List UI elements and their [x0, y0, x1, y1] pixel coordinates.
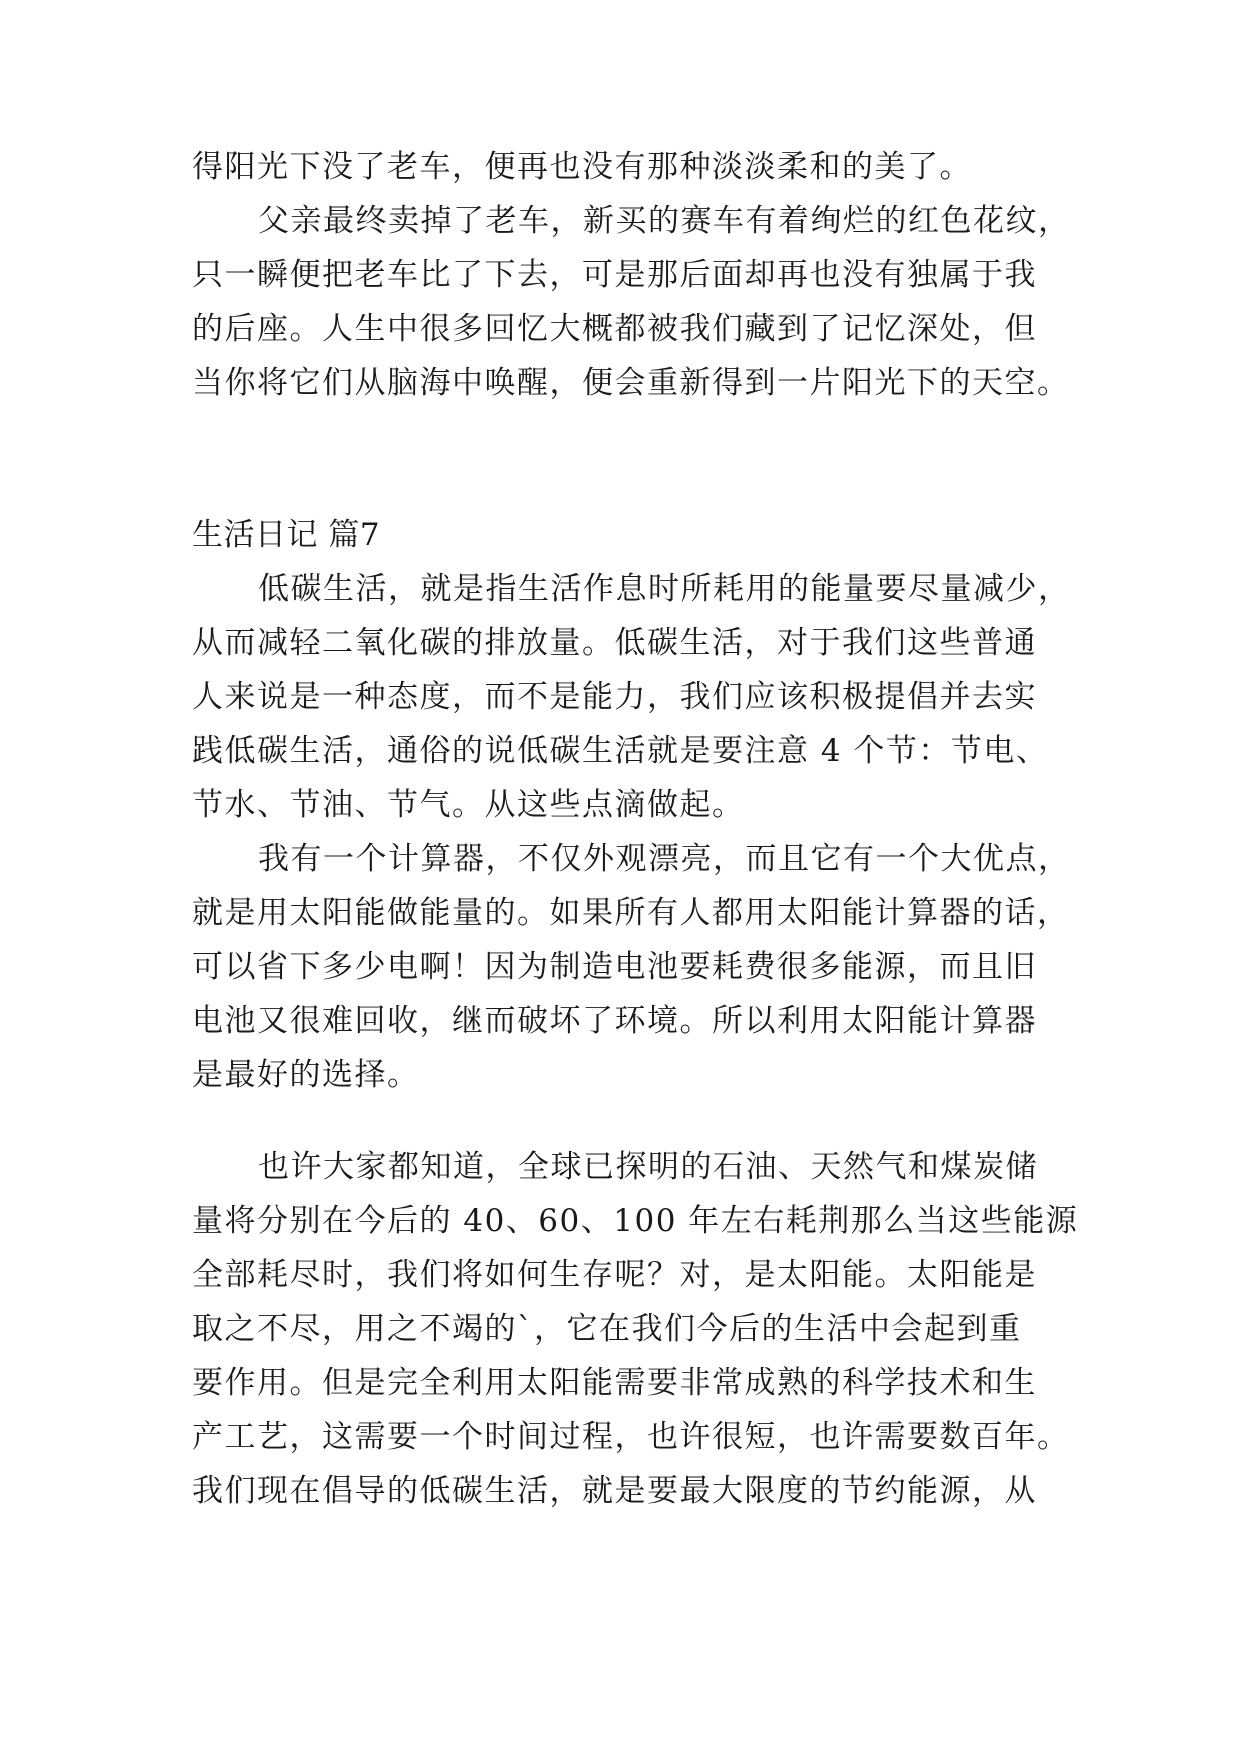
text-line: 节水、节油、节气。从这些点滴做起。 — [192, 787, 745, 823]
text-line: 产工艺，这需要一个时间过程，也许很短，也许需要数百年。 — [192, 1419, 1070, 1455]
text-line: 的后座。人生中很多回忆大概都被我们藏到了记忆深处，但 — [192, 311, 1037, 347]
text-line: 践低碳生活，通俗的说低碳生活就是要注意 4 个节：节电、 — [192, 733, 1049, 769]
paragraph-start-line: 我有一个计算器，不仅外观漂亮，而且它有一个大优点， — [258, 841, 1071, 877]
text-line: 量将分别在今后的 40、60、100 年左右耗荆那么当这些能源 — [192, 1203, 1079, 1239]
text-line: 就是用太阳能做能量的。如果所有人都用太阳能计算器的话， — [192, 895, 1070, 931]
text-line: 只一瞬便把老车比了下去，可是那后面却再也没有独属于我 — [192, 257, 1037, 293]
text-line: 从而减轻二氧化碳的排放量。低碳生活，对于我们这些普通 — [192, 625, 1037, 661]
paragraph-start-line: 低碳生活，就是指生活作息时所耗用的能量要尽量减少， — [258, 571, 1071, 607]
text-line: 人来说是一种态度，而不是能力，我们应该积极提倡并去实 — [192, 679, 1037, 715]
paragraph-start-line: 父亲最终卖掉了老车，新买的赛车有着绚烂的红色花纹， — [258, 203, 1071, 239]
text-line: 当你将它们从脑海中唤醒，便会重新得到一片阳光下的天空。 — [192, 365, 1070, 401]
paragraph-start-line: 也许大家都知道，全球已探明的石油、天然气和煤炭储 — [258, 1149, 1038, 1185]
text-line: 电池又很难回收，继而破坏了环境。所以利用太阳能计算器 — [192, 1003, 1037, 1039]
text-line: 可以省下多少电啊！因为制造电池要耗费很多能源，而且旧 — [192, 949, 1037, 985]
text-line: 全部耗尽时，我们将如何生存呢？对，是太阳能。太阳能是 — [192, 1257, 1037, 1293]
section-heading: 生活日记 篇7 — [192, 517, 381, 553]
text-line: 得阳光下没了老车，便再也没有那种淡淡柔和的美了。 — [192, 149, 972, 185]
text-line: 取之不尽，用之不竭的`，它在我们今后的生活中会起到重 — [192, 1311, 1022, 1347]
text-line: 要作用。但是完全利用太阳能需要非常成熟的科学技术和生 — [192, 1365, 1037, 1401]
text-line: 我们现在倡导的低碳生活，就是要最大限度的节约能源，从 — [192, 1473, 1037, 1509]
text-line: 是最好的选择。 — [192, 1057, 420, 1093]
